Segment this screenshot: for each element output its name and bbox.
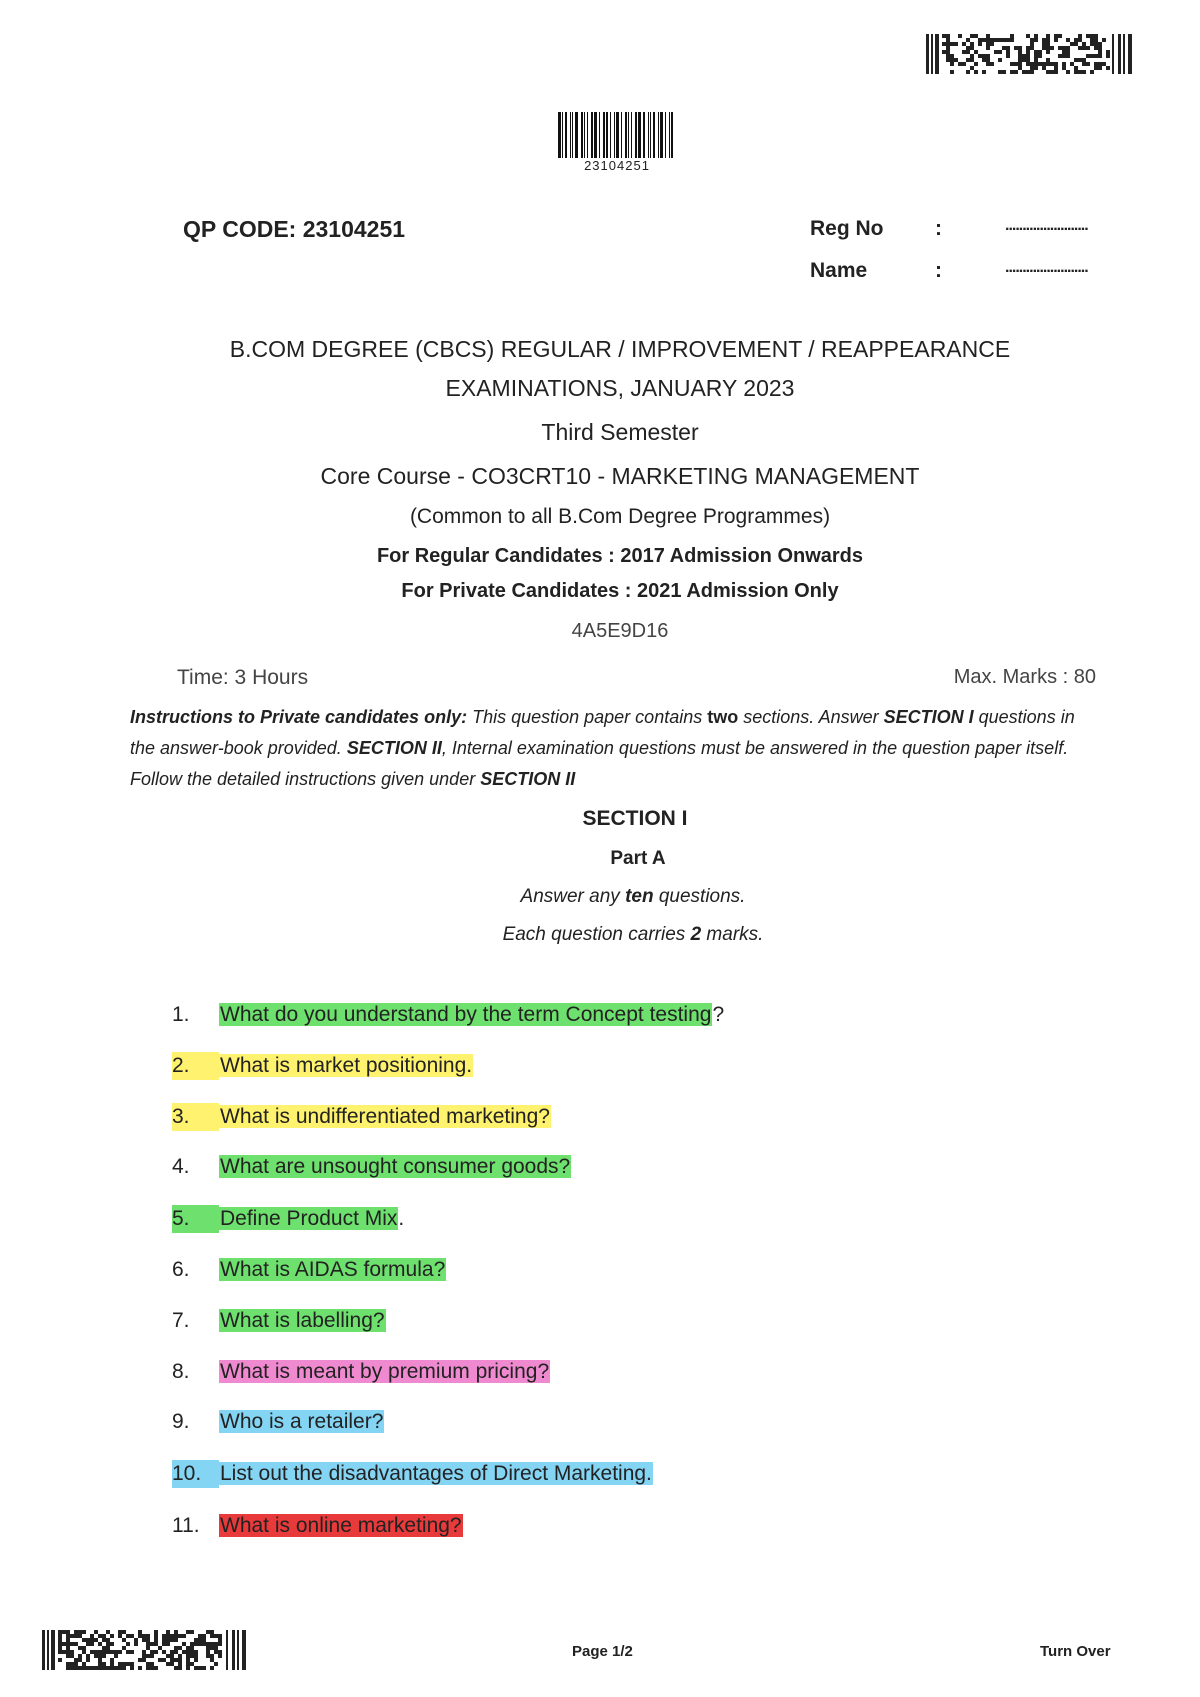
barcode-module — [150, 1654, 154, 1658]
question-number: 9. — [172, 1410, 190, 1433]
top-right-barcode — [926, 34, 1132, 74]
question-number: 7. — [172, 1309, 190, 1332]
name-colon: : — [935, 259, 942, 282]
barcode-bar — [671, 112, 673, 158]
barcode-module — [130, 1650, 134, 1654]
barcode-module — [962, 62, 966, 66]
barcode-module — [1030, 70, 1034, 74]
barcode-bar — [650, 112, 651, 158]
barcode-module — [1066, 54, 1070, 58]
question-text: What is labelling? — [220, 1309, 385, 1332]
barcode-module — [974, 70, 978, 74]
barcode-module — [1090, 70, 1094, 74]
barcode-module — [950, 62, 954, 66]
question-item — [172, 1153, 571, 1181]
barcode-module — [110, 1642, 114, 1646]
question-number: 11. — [172, 1514, 200, 1537]
barcode-module — [174, 1638, 178, 1642]
question-number: 10. — [172, 1460, 219, 1488]
barcode-module — [114, 1654, 118, 1658]
question-item — [172, 1205, 404, 1233]
barcode-module — [1066, 70, 1070, 74]
barcode-module — [82, 1630, 86, 1634]
course-title: Core Course - CO3CRT10 - MARKETING MANAGEMENT — [320, 463, 920, 489]
semester: Third Semester — [541, 419, 699, 445]
common-note: (Common to all B.Com Degree Programmes) — [409, 505, 831, 528]
barcode-module — [166, 1642, 170, 1646]
instructions-lead: Instructions to Private candidates only: — [130, 707, 468, 727]
question-number: 1. — [172, 1003, 190, 1026]
private-candidates: For Private Candidates : 2021 Admission Only — [401, 580, 839, 602]
barcode-module — [978, 42, 982, 46]
barcode-bar — [665, 112, 666, 158]
barcode-bar — [565, 112, 567, 158]
question-number: 2. — [172, 1052, 219, 1080]
question-text: Define Product Mix — [220, 1207, 398, 1230]
barcode-bar — [610, 112, 611, 158]
barcode-module — [958, 34, 962, 38]
question-item — [172, 1408, 384, 1436]
question-number: 3. — [172, 1103, 219, 1131]
barcode-module — [42, 1630, 45, 1670]
answer-instruction: Answer any ten questions. — [520, 886, 746, 907]
part-title: Part A — [610, 848, 666, 869]
question-number: 5. — [172, 1205, 219, 1233]
marks-instruction: Each question carries 2 marks. — [502, 924, 764, 945]
barcode-module — [1034, 38, 1038, 42]
barcode-module — [186, 1666, 190, 1670]
barcode-bar — [558, 112, 561, 158]
question-item — [172, 1358, 550, 1386]
barcode-module — [86, 1658, 90, 1662]
barcode-module — [218, 1642, 222, 1646]
barcode-module — [102, 1654, 106, 1658]
barcode-bar — [614, 112, 615, 158]
barcode-module — [194, 1658, 198, 1662]
qp-code: QP CODE: 23104251 — [183, 216, 406, 242]
barcode-module — [1054, 38, 1058, 42]
question-number: 6. — [172, 1258, 190, 1281]
barcode-module — [982, 70, 986, 74]
barcode-module — [1038, 54, 1042, 58]
barcode-bar — [621, 112, 622, 158]
barcode-bar — [572, 112, 573, 158]
barcode-module — [1010, 38, 1014, 42]
qp-barcode — [558, 112, 675, 158]
section-title: SECTION I — [582, 807, 688, 830]
barcode-module — [1098, 66, 1102, 70]
question-item — [172, 1512, 463, 1540]
barcode-module — [134, 1642, 138, 1646]
barcode-module — [218, 1654, 222, 1658]
question-text: What is AIDAS formula? — [220, 1258, 446, 1281]
barcode-bar — [653, 112, 655, 158]
barcode-module — [90, 1642, 94, 1646]
reg-no-label: Reg No — [810, 217, 884, 240]
barcode-module — [935, 34, 939, 74]
barcode-module — [1112, 34, 1114, 74]
question-number: 8. — [172, 1360, 190, 1383]
barcode-module — [1046, 50, 1050, 54]
barcode-module — [1106, 66, 1110, 70]
barcode-bar — [575, 112, 578, 158]
barcode-bar — [562, 112, 563, 158]
barcode-bar — [587, 112, 588, 158]
barcode-bar — [581, 112, 583, 158]
question-item — [172, 1103, 551, 1131]
barcode-module — [190, 1630, 194, 1634]
barcode-module — [1014, 70, 1018, 74]
barcode-bar — [631, 112, 632, 158]
barcode-module — [1086, 46, 1090, 50]
barcode-module — [1002, 70, 1006, 74]
exam-title-line1: B.COM DEGREE (CBCS) REGULAR / IMPROVEMENT / REAPPEARANCE — [229, 336, 1011, 362]
barcode-bar — [643, 112, 645, 158]
barcode-module — [51, 1630, 55, 1670]
barcode-module — [237, 1630, 239, 1670]
barcode-module — [178, 1666, 182, 1670]
question-text: List out the disadvantages of Direct Marketing. — [220, 1462, 652, 1485]
paper-code: 4A5E9D16 — [571, 620, 669, 642]
barcode-module — [954, 42, 958, 46]
barcode-bar — [658, 112, 659, 158]
barcode-bar — [599, 112, 600, 158]
barcode-module — [210, 1666, 214, 1670]
question-text: What is market positioning. — [220, 1054, 473, 1077]
question-text: What is online marketing? — [220, 1514, 462, 1537]
barcode-module — [214, 1662, 218, 1666]
barcode-bar — [606, 112, 608, 158]
barcode-module — [1082, 70, 1086, 74]
bottom-left-barcode — [42, 1630, 246, 1670]
question-item — [172, 1460, 653, 1488]
barcode-module — [990, 62, 994, 66]
barcode-module — [998, 50, 1002, 54]
barcode-module — [1006, 54, 1010, 58]
barcode-module — [931, 34, 933, 74]
barcode-bar — [570, 112, 571, 158]
barcode-module — [58, 1658, 62, 1662]
barcode-module — [950, 70, 954, 74]
name-field[interactable]: ........................ — [1005, 259, 1088, 276]
reg-no-field[interactable]: ........................ — [1005, 217, 1088, 234]
reg-no-colon: : — [935, 217, 942, 240]
barcode-number: 23104251 — [584, 158, 650, 173]
barcode-module — [126, 1642, 130, 1646]
question-text: What do you understand by the term Concept testing — [220, 1003, 712, 1026]
barcode-module — [1034, 66, 1038, 70]
barcode-module — [966, 70, 970, 74]
question-suffix: ? — [712, 1003, 725, 1026]
question-text: What is meant by premium pricing? — [220, 1360, 550, 1383]
barcode-bar — [628, 112, 629, 158]
barcode-module — [118, 1650, 122, 1654]
barcode-module — [974, 62, 978, 66]
barcode-module — [1086, 62, 1090, 66]
barcode-module — [1123, 34, 1125, 74]
barcode-module — [998, 58, 1002, 62]
question-suffix: . — [398, 1207, 405, 1230]
question-text: Who is a retailer? — [220, 1410, 384, 1433]
question-item — [172, 1052, 473, 1080]
barcode-module — [122, 1666, 126, 1670]
question-text: What is undifferentiated marketing? — [220, 1105, 550, 1128]
exam-title-line2: EXAMINATIONS, JANUARY 2023 — [445, 375, 795, 401]
barcode-module — [138, 1666, 142, 1670]
barcode-module — [1050, 46, 1054, 50]
barcode-bar — [635, 112, 637, 158]
barcode-module — [1102, 38, 1106, 42]
barcode-module — [986, 46, 990, 50]
barcode-bar — [669, 112, 670, 158]
barcode-module — [926, 34, 929, 74]
barcode-module — [1054, 70, 1058, 74]
barcode-bar — [594, 112, 597, 158]
barcode-bar — [591, 112, 593, 158]
barcode-module — [182, 1634, 186, 1638]
barcode-module — [242, 1630, 246, 1670]
barcode-bar — [616, 112, 619, 158]
question-text: What are unsought consumer goods? — [220, 1155, 571, 1178]
barcode-bar — [603, 112, 605, 158]
barcode-module — [1128, 34, 1132, 74]
barcode-module — [990, 42, 994, 46]
barcode-module — [1058, 34, 1062, 38]
page-number: Page 1/2 — [572, 1643, 633, 1660]
barcode-module — [154, 1666, 158, 1670]
barcode-module — [130, 1666, 134, 1670]
time-allowed: Time: 3 Hours — [177, 666, 309, 689]
question-item — [172, 1256, 446, 1284]
barcode-module — [1098, 54, 1102, 58]
barcode-module — [110, 1634, 114, 1638]
barcode-bar — [638, 112, 641, 158]
turn-over: Turn Over — [1040, 1643, 1111, 1660]
barcode-bar — [648, 112, 649, 158]
barcode-bar — [625, 112, 627, 158]
question-item — [172, 1001, 724, 1029]
question-item — [172, 1307, 386, 1335]
barcode-module — [226, 1630, 228, 1670]
instructions: Instructions to Private candidates only: This question paper contains two sections. Answer SECTION I questions in the answer-book provided. SECTION II, Internal examination questions must be answered in the question paper itself. Follow the detailed instructions given under SECTION II — [130, 707, 1075, 789]
question-number: 4. — [172, 1155, 190, 1178]
barcode-bar — [660, 112, 663, 158]
barcode-bar — [584, 112, 585, 158]
name-label: Name — [810, 259, 868, 282]
barcode-module — [232, 1630, 235, 1670]
barcode-module — [1106, 54, 1110, 58]
barcode-module — [154, 1650, 158, 1654]
barcode-module — [1118, 34, 1121, 74]
max-marks: Max. Marks : 80 — [953, 666, 1096, 688]
barcode-module — [47, 1630, 49, 1670]
barcode-module — [202, 1666, 206, 1670]
regular-candidates: For Regular Candidates : 2017 Admission Onwards — [376, 545, 864, 567]
